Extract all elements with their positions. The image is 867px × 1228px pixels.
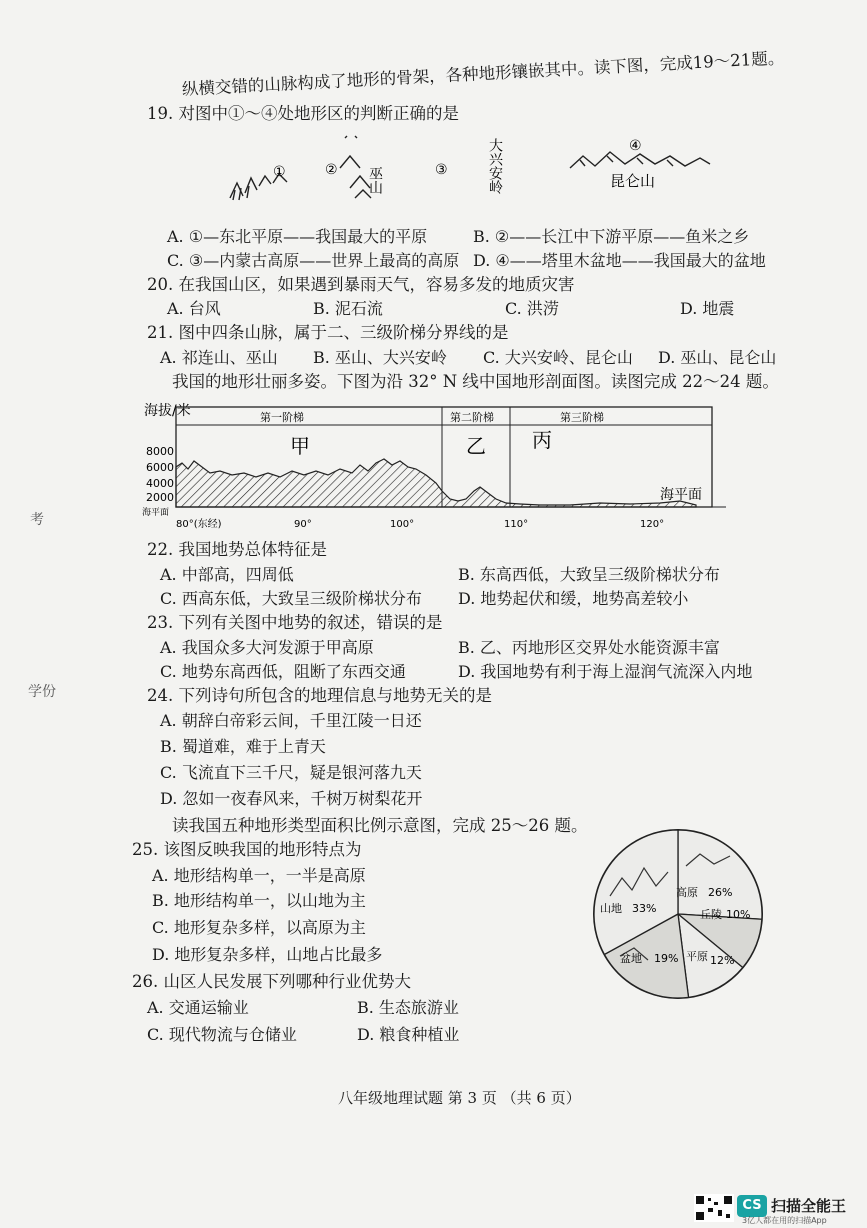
x-tick-80: 80°(东经) — [176, 519, 222, 530]
camscanner-subtitle: 3亿人都在用的扫描App — [742, 1216, 827, 1225]
q19-option-b[interactable]: B. ②——长江中下游平原——鱼米之乡 — [473, 227, 750, 246]
q24-option-c[interactable]: C. 飞流直下三千尺，疑是银河落九天 — [160, 763, 422, 782]
qr-code-icon — [694, 1194, 734, 1222]
q19-option-a[interactable]: A. ①—东北平原——我国最大的平原 — [167, 227, 428, 246]
q23-option-c[interactable]: C. 地势东高西低，阻断了东西交通 — [160, 662, 406, 681]
q20-option-c[interactable]: C. 洪涝 — [505, 299, 559, 318]
q25-option-c[interactable]: C. 地形复杂多样，以高原为主 — [152, 918, 366, 937]
side-mark-2: 学份 — [28, 684, 56, 700]
pie-pct-gaoyuan: 26% — [708, 886, 733, 899]
q22-option-c[interactable]: C. 西高东低，大致呈三级阶梯状分布 — [160, 589, 422, 608]
q21-option-b[interactable]: B. 巫山、大兴安岭 — [313, 348, 447, 367]
x-tick-120: 120° — [640, 519, 665, 530]
pie-label-shandi: 山地 — [600, 902, 622, 915]
pie-pct-qiuling: 10% — [726, 908, 751, 921]
step3-label: 第三阶梯 — [560, 411, 604, 424]
q20-option-b[interactable]: B. 泥石流 — [313, 299, 383, 318]
q22-option-a[interactable]: A. 中部高，四周低 — [160, 565, 294, 584]
label-wushan: 巫山 — [367, 166, 383, 194]
q26-option-d[interactable]: D. 粮食种植业 — [357, 1025, 460, 1044]
terrain-pie-chart — [590, 826, 766, 1002]
step1-label: 第一阶梯 — [260, 411, 304, 424]
side-mark-1: 考 — [30, 512, 44, 528]
q26-option-b[interactable]: B. 生态旅游业 — [357, 998, 459, 1017]
y-tick-8000: 8000 — [146, 445, 174, 458]
q19-option-c[interactable]: C. ③—内蒙古高原——世界上最高的高原 — [167, 251, 460, 270]
marker-2: ② — [325, 162, 338, 178]
pie-label-qiuling: 丘陵 — [700, 908, 722, 921]
question-24-stem: 24. 下列诗句所包含的地理信息与地势无关的是 — [147, 686, 492, 705]
sea-level-label: 海平面 — [660, 487, 702, 503]
question-21-stem: 21. 图中四条山脉，属于二、三级阶梯分界线的是 — [147, 323, 509, 342]
intro-text-22-24: 我国的地形壮丽多姿。下图为沿 32° N 线中国地形剖面图。读图完成 22～24 题。 — [172, 372, 779, 391]
q26-option-a[interactable]: A. 交通运输业 — [147, 998, 249, 1017]
profile-ylabel: 海拔/米 — [144, 403, 191, 419]
y-tick-sea: 海平面 — [142, 508, 170, 518]
x-tick-100: 100° — [390, 519, 415, 530]
q23-option-b[interactable]: B. 乙、丙地形区交界处水能资源丰富 — [458, 638, 720, 657]
y-tick-4000: 4000 — [146, 477, 174, 490]
region-yi: 乙 — [466, 434, 486, 458]
mountain-figure — [215, 128, 715, 218]
mountain-sketch-4 — [570, 152, 710, 168]
question-19-stem: 19. 对图中①～④处地形区的判断正确的是 — [147, 104, 459, 123]
marker-4: ④ — [629, 138, 642, 154]
q24-option-b[interactable]: B. 蜀道难，难于上青天 — [160, 737, 326, 756]
q20-option-a[interactable]: A. 台风 — [167, 299, 221, 318]
camscanner-title: 扫描全能王 — [771, 1197, 847, 1215]
q24-option-a[interactable]: A. 朝辞白帝彩云间，千里江陵一日还 — [160, 711, 422, 730]
q25-option-d[interactable]: D. 地形复杂多样，山地占比最多 — [152, 945, 383, 964]
q22-option-b[interactable]: B. 东高西低，大致呈三级阶梯状分布 — [458, 565, 720, 584]
q26-option-c[interactable]: C. 现代物流与仓储业 — [147, 1025, 297, 1044]
question-22-stem: 22. 我国地势总体特征是 — [147, 540, 327, 559]
marker-3: ③ — [435, 162, 448, 178]
q24-option-d[interactable]: D. 忽如一夜春风来，千树万树梨花开 — [160, 789, 423, 808]
intro-text-19-21: 纵横交错的山脉构成了地形的骨架，各种地形镶嵌其中。读下图，完成19～21题。 — [181, 48, 785, 99]
terrain-profile — [176, 459, 696, 507]
q20-option-d[interactable]: D. 地震 — [680, 299, 735, 318]
question-26-stem: 26. 山区人民发展下列哪种行业优势大 — [132, 972, 411, 991]
pie-label-gaoyuan: 高原 — [676, 886, 698, 899]
pie-slice-gaoyuan — [678, 830, 762, 919]
pie-pct-pingyuan: 12% — [710, 954, 735, 967]
pie-label-pendi: 盆地 — [620, 952, 642, 965]
q22-option-d[interactable]: D. 地势起伏和缓，地势高差较小 — [458, 589, 689, 608]
question-23-stem: 23. 下列有关图中地势的叙述，错误的是 — [147, 613, 443, 632]
region-jia: 甲 — [290, 434, 310, 458]
q21-option-d[interactable]: D. 巫山、昆仑山 — [658, 348, 777, 367]
page-footer: 八年级地理试题 第 3 页 （共 6 页） — [338, 1089, 581, 1107]
label-daxinganling: 大兴安岭 — [487, 138, 503, 194]
y-tick-2000: 2000 — [146, 491, 174, 504]
step2-label: 第二阶梯 — [450, 411, 494, 424]
terrain-profile-chart — [140, 395, 730, 535]
x-tick-90: 90° — [294, 519, 312, 530]
camscanner-logo: CS — [737, 1195, 767, 1217]
q25-option-b[interactable]: B. 地形结构单一，以山地为主 — [152, 891, 366, 910]
q21-option-a[interactable]: A. 祁连山、巫山 — [160, 348, 278, 367]
intro-text-25-26: 读我国五种地形类型面积比例示意图，完成 25～26 题。 — [172, 816, 588, 835]
question-25-stem: 25. 该图反映我国的地形特点为 — [132, 840, 362, 859]
pie-pct-pendi: 19% — [654, 952, 679, 965]
question-20-stem: 20. 在我国山区，如果遇到暴雨天气，容易多发的地质灾害 — [147, 275, 575, 294]
q23-option-d[interactable]: D. 我国地势有利于海上湿润气流深入内地 — [458, 662, 753, 681]
label-kunlun: 昆仑山 — [610, 172, 656, 190]
q23-option-a[interactable]: A. 我国众多大河发源于甲高原 — [160, 638, 374, 657]
pie-pct-shandi: 33% — [632, 902, 657, 915]
q19-option-d[interactable]: D. ④——塔里木盆地——我国最大的盆地 — [473, 251, 766, 270]
q25-option-a[interactable]: A. 地形结构单一，一半是高原 — [152, 866, 366, 885]
x-tick-110: 110° — [504, 519, 529, 530]
marker-1: ① — [273, 164, 286, 180]
y-tick-6000: 6000 — [146, 461, 174, 474]
pie-label-pingyuan: 平原 — [686, 950, 708, 963]
region-bing: 丙 — [532, 428, 552, 452]
q21-option-c[interactable]: C. 大兴安岭、昆仑山 — [483, 348, 633, 367]
